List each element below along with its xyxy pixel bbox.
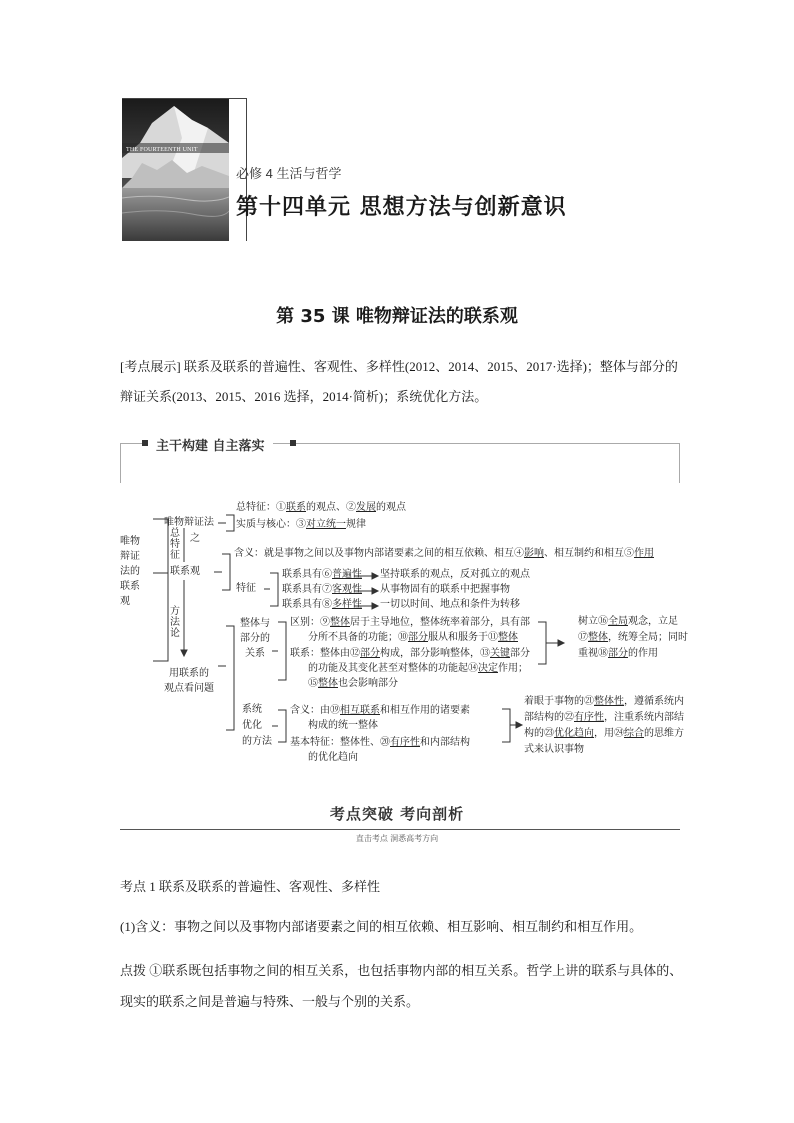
section-title-breakthrough: 考点突破 考向剖析 [329, 805, 465, 823]
label-general-feature: 总 特 征 [170, 528, 180, 561]
node-feature: 特征 [236, 583, 256, 594]
node-dialectics: 唯物辩证法 [164, 517, 214, 528]
tip-label: 点拨 [120, 964, 147, 979]
node-essence: 实质与核心：③对立统一规律 [236, 519, 366, 530]
node-system-method: 系统 优化 的方法 [242, 704, 272, 747]
feature-objectivity-method: 从事物固有的联系中把握事物 [380, 584, 510, 595]
feature-diversity: 联系具有⑧多样性 [282, 599, 362, 610]
mind-map [118, 498, 688, 773]
feature-universality-method: 坚持联系的观点，反对孤立的观点 [380, 569, 530, 580]
node-whole-part: 整体与 部分的 关系 [240, 618, 270, 659]
label-zhi: 之 [190, 533, 200, 544]
subject-line: 必修 4 生活与哲学 [236, 166, 342, 181]
node-lianxiguan: 联系观 [170, 566, 200, 577]
system-method: 着眼于事物的㉑整体性，遵循系统内 部结构的㉒有序性，注重系统内部结 构的㉓优化趋向，用㉔综合的思维方 式来认识事物 [524, 696, 684, 755]
feature-universality: 联系具有⑥普遍性 [282, 569, 362, 580]
exam-scope-tag: [考点展示] [120, 359, 181, 374]
tip-text: ①联系既包括事物之间的相互关系，也包括事物内部的相互关系。哲学上讲的联系与具体的、现实的联系之间是普遍与特殊、一般与个别的关系。 [120, 963, 683, 1009]
section-banner-label: 主干构建 自主落实 [148, 435, 273, 454]
lesson-title: 第 35 课 唯物辩证法的联系观 [276, 306, 518, 327]
exam-scope-text: 联系及联系的普遍性、客观性、多样性(2012、2014、2015、2017·选择)；整体与部分的辩证关系(2013、2015、2016 选择，2014·简析)；系统优化方法。 [120, 359, 678, 404]
exam-point-title: 考点 1 联系及联系的普遍性、客观性、多样性 [120, 879, 381, 894]
unit-cover-image [122, 98, 229, 241]
tip-paragraph [120, 956, 690, 1017]
whole-part-difference: 区别：⑨整体居于主导地位，整体统率着部分，具有部 分所不具备的功能；⑩部分服从和服务于⑪整体 [290, 617, 530, 643]
system-meaning: 含义：由⑲相互联系和相互作用的诸要素 构成的统一整体 [290, 705, 470, 731]
section-banner-main-structure [120, 433, 680, 483]
label-methodology: 方 法 论 [170, 606, 180, 639]
header-frame-line [122, 98, 247, 99]
whole-part-method: 树立⑯全局观念，立足 ⑰整体，统筹全局；同时 重视⑱部分的作用 [578, 616, 688, 659]
exam-scope [120, 352, 680, 412]
node-meaning: 含义：就是事物之间以及事物内部诸要素之间的相互依赖、相互④影响、相互制约和相互⑤作用 [234, 548, 654, 559]
feature-diversity-method: 一切以时间、地点和条件为转移 [380, 599, 520, 610]
system-basic-feature: 基本特征：整体性、⑳有序性和内部结构 的优化趋向 [290, 737, 470, 763]
exam-point-definition: (1)含义：事物之间以及事物内部诸要素之间的相互依赖、相互影响、相互制约和相互作用。 [120, 919, 643, 934]
unit-title: 第十四单元 思想方法与创新意识 [236, 195, 567, 220]
node-general-feature: 总特征：①联系的观点、②发展的观点 [236, 502, 406, 513]
mind-map-root: 唯物 辩证 法的 联系 观 [120, 536, 140, 607]
feature-objectivity: 联系具有⑦客观性 [282, 584, 362, 595]
whole-part-connection: 联系：整体由⑫部分构成，部分影响整体，⑬关键部分 的功能及其变化甚至对整体的功能起⑭决定作用； ⑮整体也会影响部分 [290, 648, 530, 689]
node-use-view: 用联系的 观点看问题 [164, 668, 214, 694]
unit-image-caption: THE FOURTEENTH UNIT [126, 147, 198, 153]
section-subtitle: 直击考点 洞悉高考方向 [0, 826, 794, 845]
